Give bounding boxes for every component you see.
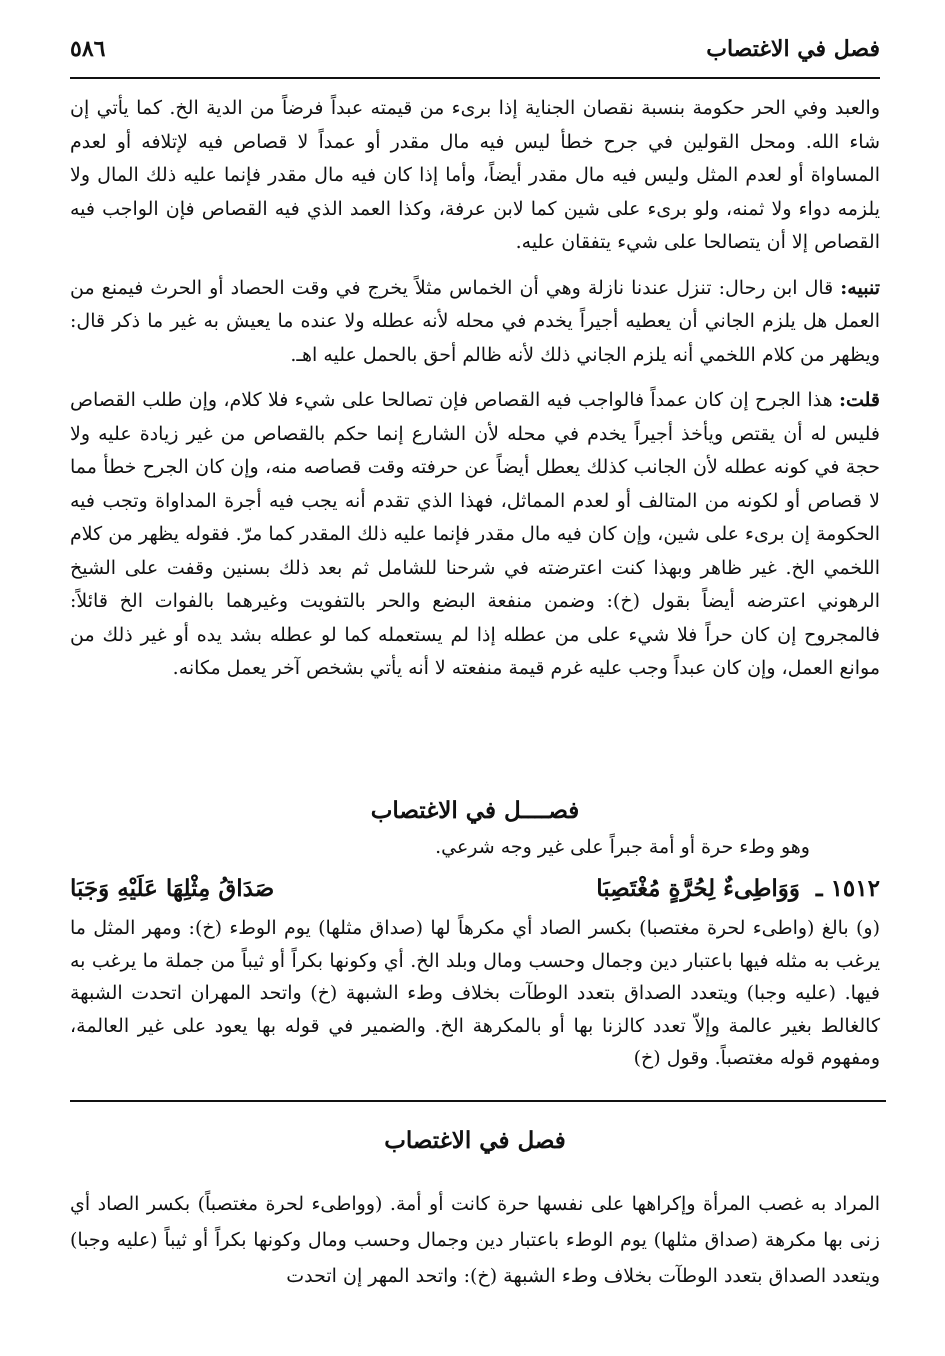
comment-text: هذا الجرح إن كان عمداً فالواجب فيه القصاص فإن تصالحا على شيء فلا كلام، وإن طلب القصاص فليس له أن يقتص ويأخذ أجيراً يخدم في محله لأن الشارع إنما حكم بالقصاص من غير زيادة عليه ولا حجة في كونه عطله لأن الجانب كذلك يعطل أيضاً عن حرفته وقت قصاصه منه، وإن كان الجرح خطأ مما لا قصاص أو لكونه من المتالف أو لعدم المماثل، فهذا الذي تقدم أنه يجب فيه أجرة المداواة وتجب فيه الحكومة إن برىء على شين، وإن كان فيه مال مقدر فإنما عليه ذلك المقدر كما مرّ. فقوله يظهر من كلام اللخمي الخ. غير ظاهر وبهذا كنت اعترضته في شرحنا للشامل ثم بعد ذلك بسنين وقفت على الشيخ الرهوني اعترضه أيضاً بقول (خ): وضمن منفعة البضع والحر بالتفويت وغيرهما بالفوات الخ قائلاً: فالمجروح إن كان حراً فلا شيء على من عطله إذا لم يستعمله كما لو عطله بشد يده أو غير ذلك من موانع العمل، وإن كان عبداً وجب عليه غرم قيمة منفعته لا أنه يأتي بشخص آخر يعمل مكانه. xyxy=(70,389,880,679)
verse-line xyxy=(70,873,880,915)
main-text xyxy=(70,92,880,686)
second-section-paragraph: المراد به غصب المرأة وإكراهها على نفسها حرة كانت أو أمة. (وواطىء لحرة مغتصباً) بكسر الصاد أي زنى بها مكرهة (صداق مثلها) يوم الوطء باعتبار دين وجمال وحسب ومال وكونها بكراً أو ثيباً (عليه وجبا) ويتعدد الصداق بتعدد الوطآت بخلاف وطء الشبهة (خ): واتحد المهر إن اتحدت xyxy=(70,1193,880,1287)
section-heading: فصــــل في الاغتصاب xyxy=(370,797,580,824)
page-number: ٥٨٦ xyxy=(70,36,106,62)
section-divider xyxy=(70,1100,886,1102)
paragraph-comment xyxy=(70,384,880,686)
verse-hemistich-2: صَدَاقُ مِثْلِهَا عَلَيْهِ وَجَبَا xyxy=(70,875,275,902)
verse-hemistich-1: وَوَاطِىءٌ لِحُرَّةٍ مُغْتَصِبَا xyxy=(596,875,800,902)
second-section-text xyxy=(70,1186,880,1294)
paragraph-1: والعبد وفي الحر حكومة بنسبة نقصان الجناية إذا برىء من قيمته عبداً فرضاً من الدية الخ. كما يأتي إن شاء الله. ومحل القولين في جرح خطأ ليس فيه مال مقدر أو عمداً لا قصاص فيه لإتلافه أو لعدم المساواة أو لعدم المثل وليس فيه مال مقدر أيضاً، وأما إذا كان فيه مال مقدر فإنما عليه ذلك المال ولا يلزمه دواء ولا ثمنه، ولو برىء على شين كما لابن عرفة، وكذا العمد الذي فيه القصاص فإن الواجب فيه القصاص إلا أن يتصالحا على شيء يتفقان عليه. xyxy=(70,97,880,253)
verse-commentary xyxy=(70,912,880,1075)
running-title: فصل في الاغتصاب xyxy=(706,36,880,62)
running-head xyxy=(70,34,880,74)
comment-lead: قلت: xyxy=(838,389,880,411)
note-text: قال ابن رحال: تنزل عندنا نازلة وهي أن الخماس مثلاً يخرج في وقت الحصاد أو الحرث فيمنع من العمل هل يلزم الجاني أن يعطيه أجيراً يخدم في محله لأنه عطله ولا عنده ما يعيش به غير ما ذكر قال: ويظهر من كلام اللخمي أنه يلزم الجاني ذلك لأنه ظالم أحق بالحمل عليه اهـ. xyxy=(70,276,880,366)
second-section-heading: فصل في الاغتصاب xyxy=(384,1127,566,1154)
verse-number: ١٥١٢ ـ xyxy=(815,875,880,902)
section-intro: وهو وطء حرة أو أمة جبراً على غير وجه شرعي. xyxy=(435,836,810,858)
note-lead: تنبيه: xyxy=(840,276,880,299)
paragraph-note xyxy=(70,272,880,373)
commentary-text: (و) بالغ (واطىء لحرة مغتصبا) بكسر الصاد أي مكرهاً لها (صداق مثلها) يوم الوطء (خ): ومهر المثل ما يرغب به مثله فيها باعتبار دين وجمال وحسب ومال وبلد الخ. أي وكونها بكراً أو ثيباً من جملة ما يرغب به فيها. (عليه وجبا) ويتعدد الصداق بتعدد الوطآت بخلاف وطء الشبهة (خ) واتحد المهران اتحدت الشبهة كالغالط بغير عالمة وإلاّ تعدد كالزنا بها أو بالمكرهة الخ. والضمير في قوله بها يعود على غير العالمة، ومفهوم قوله مغتصباً. وقول (خ) xyxy=(70,917,880,1069)
header-rule xyxy=(70,77,880,79)
